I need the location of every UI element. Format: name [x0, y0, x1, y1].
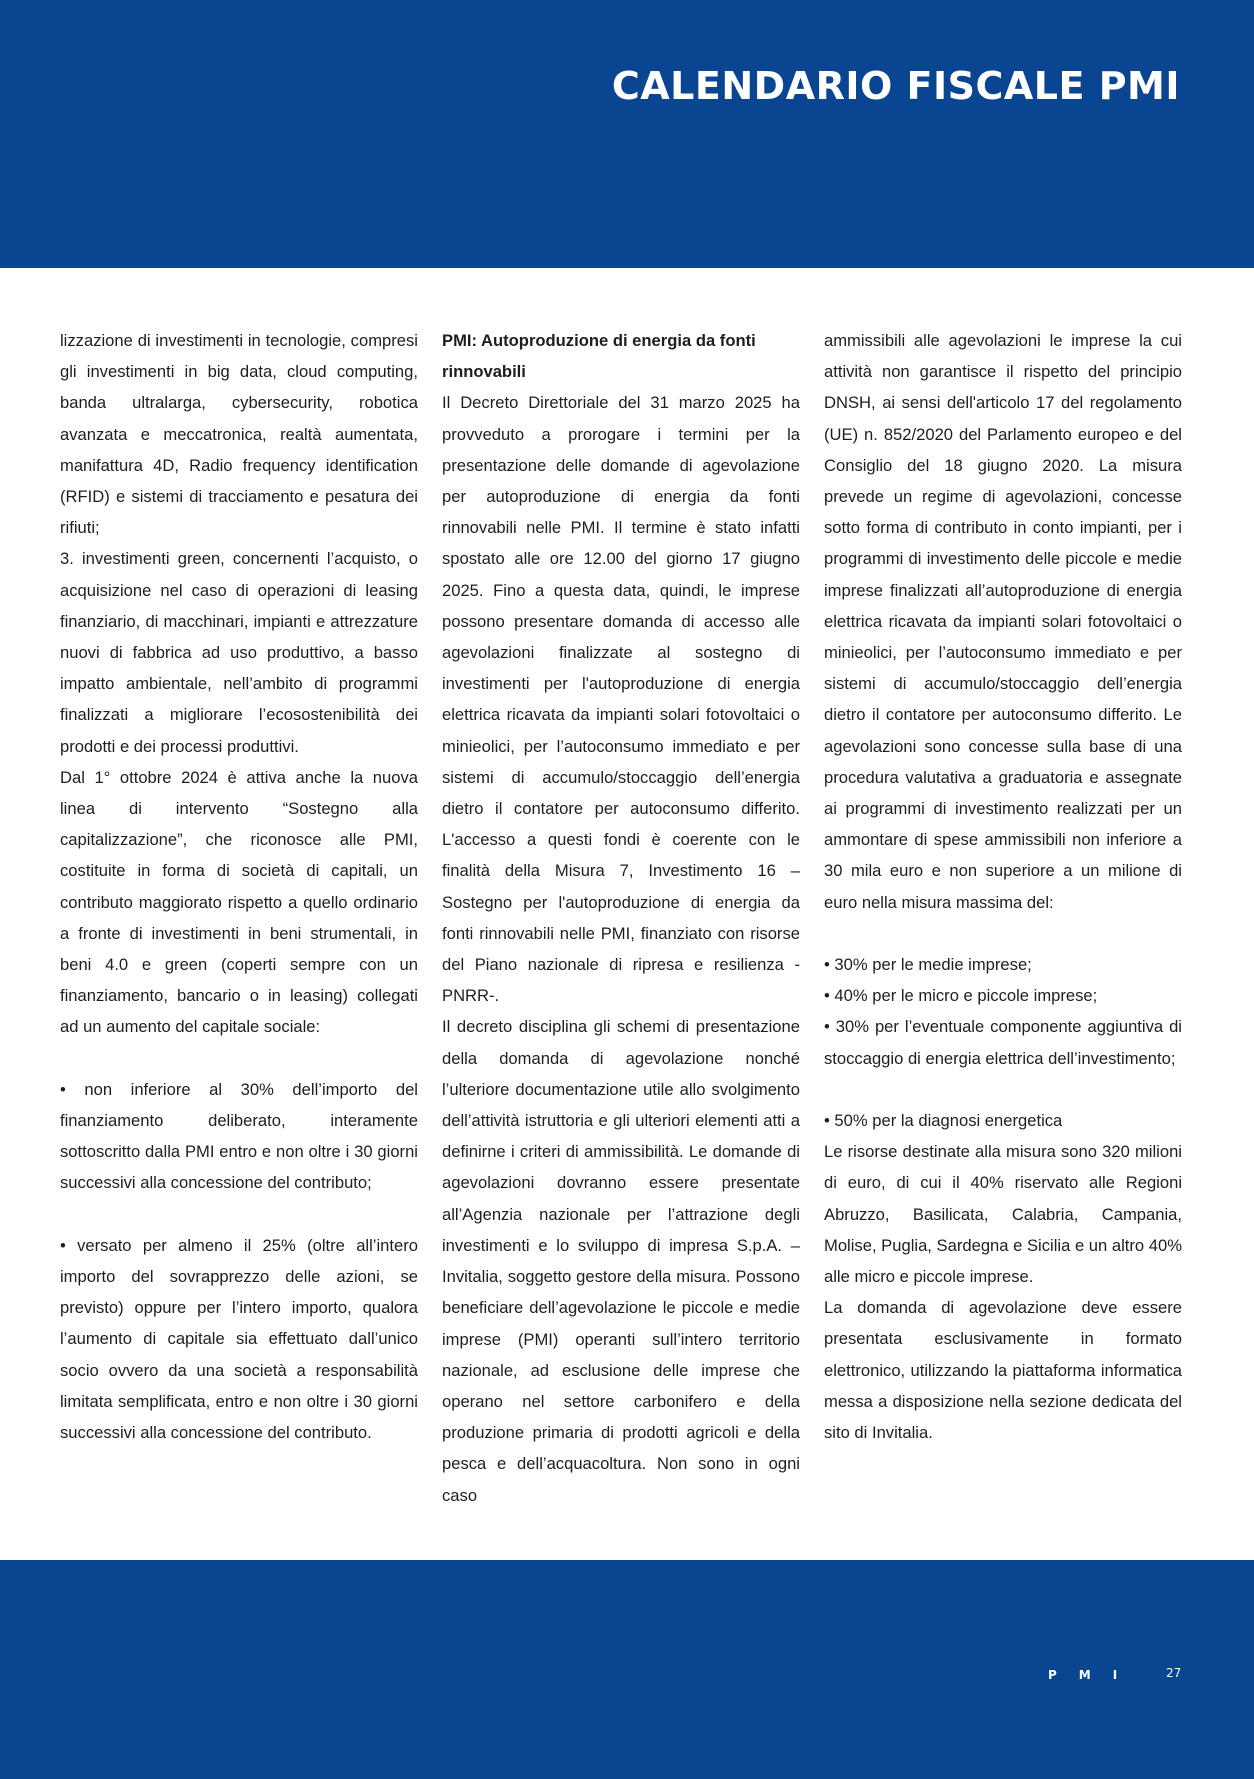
column-middle	[442, 325, 800, 1511]
paragraph: Le risorse destinate alla misura sono 320 milioni di euro, di cui il 40% riservato alle Regioni Abruzzo, Basilicata, Calabria, Campania, Molise, Puglia, Sardegna e Sicilia e un altro 40% alle micro e piccole imprese.	[824, 1142, 1182, 1287]
section-heading: PMI: Autoproduzione di energia da fonti rinnovabili	[442, 331, 756, 382]
bullet-item: • versato per almeno il 25% (oltre all’intero importo del sovrapprezzo delle azioni, se previsto) oppure per l’intero importo, qualora l’aumento di capitale sia effettuato dall’unico socio ovvero da una società a responsabilità limitata semplificata, entro e non oltre i 30 giorni successivi alla concessione del contributo.	[60, 1235, 418, 1443]
bullet-item: • 50% per la diagnosi energetica	[824, 1111, 1063, 1131]
bullet-item: • non inferiore al 30% dell’importo del finanziamento deliberato, interamente sottoscritto dalla PMI entro e non oltre i 30 giorni successivi alla concessione del contributo;	[60, 1079, 418, 1193]
column-left	[60, 325, 418, 1511]
spacer	[60, 1043, 418, 1074]
magazine-name: PMI	[1048, 1668, 1140, 1682]
paragraph: Il Decreto Direttoriale del 31 marzo 2025 ha provveduto a prorogare i termini per la presentazione delle domande di agevolazione per autoproduzione di energia da fonti rinnovabili nelle PMI. Il termine è stato infatti spostato alle ore 12.00 del giorno 17 giugno 2025. Fino a questa data, quindi, le imprese possono presentare domanda di accesso alle agevolazioni finalizzate al sostegno di investimenti per l'autoproduzione di energia elettrica ricavata da impianti solari fotovoltaici o minieolici, per l’autoconsumo immediato e per sistemi di accumulo/stoccaggio dell’energia dietro il contatore per autoconsumo differito. L'accesso a questi fondi è coerente con le finalità della Misura 7, Investimento 16 – Sostegno per l'autoproduzione di energia da fonti rinnovabili nelle PMI, finanziato con risorse del Piano nazionale di ripresa e resilienza - PNRR-.	[442, 393, 800, 1006]
spacer	[60, 1199, 418, 1230]
spacer	[824, 1074, 1182, 1105]
bullet-item: • 30% per l’eventuale componente aggiuntiva di stoccaggio di energia elettrica dell’investimento;	[824, 1017, 1182, 1068]
column-right	[824, 325, 1182, 1511]
paragraph: 3. investimenti green, concernenti l’acquisto, o acquisizione nel caso di operazioni di leasing finanziario, di macchinari, impianti e attrezzature nuovi di fabbrica ad uso produttivo, a basso impatto ambientale, nell’ambito di programmi finalizzati a migliorare l’ecosostenibilità dei prodotti e dei processi produttivi.	[60, 549, 418, 756]
paragraph: Dal 1° ottobre 2024 è attiva anche la nuova linea di intervento “Sostegno alla capitalizzazione”, che riconosce alle PMI, costituite in forma di società di capitali, un contributo maggiorato rispetto a quello ordinario a fronte di investimenti in beni strumentali, in beni 4.0 e green (coperti sempre con un finanziamento, bancario o in leasing) collegati ad un aumento del capitale sociale:	[60, 767, 418, 1037]
header-band	[0, 0, 1254, 268]
bullet-item: • 40% per le micro e piccole imprese;	[824, 986, 1098, 1006]
paragraph: ammissibili alle agevolazioni le imprese la cui attività non garantisce il rispetto del principio DNSH, ai sensi dell'articolo 17 del regolamento (UE) n. 852/2020 del Parlamento europeo e del Consiglio del 18 giugno 2020. La misura prevede un regime di agevolazioni, concesse sotto forma di contributo in conto impianti, per i programmi di investimento delle piccole e medie imprese finalizzati all’autoproduzione di energia elettrica ricavata da impianti solari fotovoltaici o minieolici, per l’autoconsumo immediato e per sistemi di accumulo/stoccaggio dell’energia dietro il contatore per autoconsumo differito. Le agevolazioni sono concesse sulla base di una procedura valutativa a graduatoria e assegnate ai programmi di investimento realizzati per un ammontare di spese ammissibili non inferiore a 30 mila euro e non superiore a un milione di euro nella misura massima del:	[824, 331, 1182, 912]
spacer	[824, 918, 1182, 949]
paragraph: La domanda di agevolazione deve essere presentata esclusivamente in formato elettronico, utilizzando la piattaforma informatica messa a disposizione nella sezione dedicata del sito di Invitalia.	[824, 1298, 1182, 1443]
paragraph: lizzazione di investimenti in tecnologie, compresi gli investimenti in big data, cloud computing, banda ultralarga, cybersecurity, robotica avanzata e meccatronica, realtà aumentata, manifattura 4D, Radio frequency identification (RFID) e sistemi di tracciamento e pesatura dei rifiuti;	[60, 331, 418, 538]
page-title: CALENDARIO FISCALE PMI	[611, 64, 1180, 108]
bullet-item: • 30% per le medie imprese;	[824, 955, 1032, 975]
paragraph: Il decreto disciplina gli schemi di presentazione della domanda di agevolazione nonché l’ulteriore documentazione utile allo svolgimento dell’attività istruttoria e gli ulteriori elementi atti a definirne i criteri di ammissibilità. Le domande di agevolazioni dovranno essere presentate all’Agenzia nazionale per l’attrazione degli investimenti e lo sviluppo di impresa S.p.A. – Invitalia, soggetto gestore della misura. Possono beneficiare dell’agevolazione le piccole e medie imprese (PMI) operanti sull’intero territorio nazionale, ad esclusione delle imprese che operano nel settore carbonifero e della produzione primaria di prodotti agricoli e della pesca e dell’acquacoltura. Non sono in ogni caso	[442, 1017, 800, 1505]
article-body	[60, 325, 1182, 1511]
page-number: 27	[1166, 1666, 1182, 1680]
